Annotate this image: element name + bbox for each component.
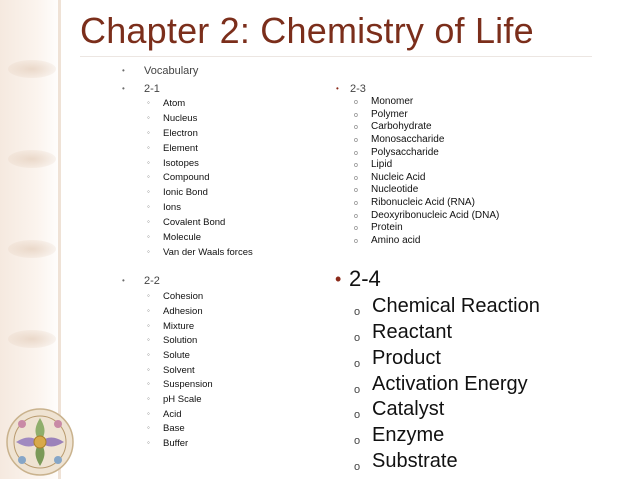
sub-bullet-icon: o	[354, 461, 361, 473]
sub-bullet-icon: ◦	[147, 394, 150, 403]
sub-bullet-icon: o	[354, 112, 358, 119]
sub-bullet-icon: ◦	[147, 172, 150, 181]
sub-bullet-icon: ◦	[147, 438, 150, 447]
bullet-icon: •	[122, 66, 125, 75]
slide: Chapter 2: Chemistry of Life • Vocabulary • 2-1 ◦ Atom ◦ Nucleus ◦ Electron ◦ Element ◦ Isotopes ◦ Compound ◦ Ionic Bond ◦ Ions ◦ Covalent Bond ◦ Molecule ◦ Van der Waals forces • 2-2 ◦ Cohesion ◦ Adhesion ◦ Mixture ◦ Solution ◦ Solute ◦ Solvent ◦ Suspension ◦ pH Scale ◦ Acid ◦ Base ◦ Buffer • 2-3 o Monomer o Polymer o Carbohydrate o Monosaccharide o Polysaccharide o Lipid o Nucleic Acid o Nucleotide o Ribonucleic Acid (RNA) o Deoxyribonucleic Acid (DNA) o Protein o Amino acid • 2-4 o Chemical Reaction o Reactant o Product o Activation Energy o Catalyst o Enzyme o Substrate	[0, 0, 638, 479]
page-title: Chapter 2: Chemistry of Life	[80, 10, 534, 51]
sub-bullet-icon: o	[354, 200, 358, 207]
sub-bullet-icon: ◦	[147, 143, 150, 152]
bullet-icon: •	[335, 269, 342, 289]
sub-bullet-icon: o	[354, 306, 361, 318]
sub-bullet-icon: o	[354, 358, 361, 370]
section-label: 2-4	[349, 266, 381, 291]
sub-bullet-icon: ◦	[147, 217, 150, 226]
section-label: 2-1	[144, 83, 160, 95]
sub-bullet-icon: o	[354, 409, 361, 421]
sub-bullet-icon: o	[354, 150, 358, 157]
sub-bullet-icon: ◦	[147, 423, 150, 432]
band-ornament	[8, 60, 56, 78]
title-divider	[80, 56, 592, 57]
band-ornament	[8, 150, 56, 168]
sub-bullet-icon: ◦	[147, 291, 150, 300]
sub-bullet-icon: ◦	[147, 158, 150, 167]
sub-bullet-icon: o	[354, 124, 358, 131]
sub-bullet-icon: ◦	[147, 306, 150, 315]
sub-bullet-icon: ◦	[147, 202, 150, 211]
sub-bullet-icon: o	[354, 238, 358, 245]
list-item-label: Vocabulary	[144, 65, 199, 77]
sub-bullet-icon: ◦	[147, 113, 150, 122]
sub-bullet-icon: o	[354, 99, 358, 106]
sub-bullet-icon: ◦	[147, 98, 150, 107]
sub-bullet-icon: ◦	[147, 365, 150, 374]
sub-bullet-icon: ◦	[147, 187, 150, 196]
band-ornament	[8, 240, 56, 258]
sub-bullet-icon: o	[354, 137, 358, 144]
section-label: 2-2	[144, 275, 160, 287]
sub-bullet-icon: o	[354, 213, 358, 220]
sub-bullet-icon: o	[354, 225, 358, 232]
band-ornament	[8, 330, 56, 348]
sub-bullet-icon: ◦	[147, 128, 150, 137]
sub-bullet-icon: o	[354, 162, 358, 169]
bullet-icon: •	[122, 84, 125, 93]
bullet-icon: •	[122, 276, 125, 285]
sub-bullet-icon: o	[354, 187, 358, 194]
sub-bullet-icon: ◦	[147, 350, 150, 359]
sub-bullet-icon: ◦	[147, 379, 150, 388]
bullet-icon: •	[336, 84, 339, 93]
sub-bullet-icon: o	[354, 435, 361, 447]
sub-bullet-icon: ◦	[147, 232, 150, 241]
sub-bullet-icon: ◦	[147, 247, 150, 256]
sub-bullet-icon: o	[354, 332, 361, 344]
sub-bullet-icon: ◦	[147, 335, 150, 344]
sub-bullet-icon: o	[354, 384, 361, 396]
sub-bullet-icon: ◦	[147, 321, 150, 330]
sub-bullet-icon: ◦	[147, 409, 150, 418]
ornamental-emblem-icon	[0, 398, 80, 479]
sub-bullet-icon: o	[354, 175, 358, 182]
section-label: 2-3	[350, 83, 366, 95]
